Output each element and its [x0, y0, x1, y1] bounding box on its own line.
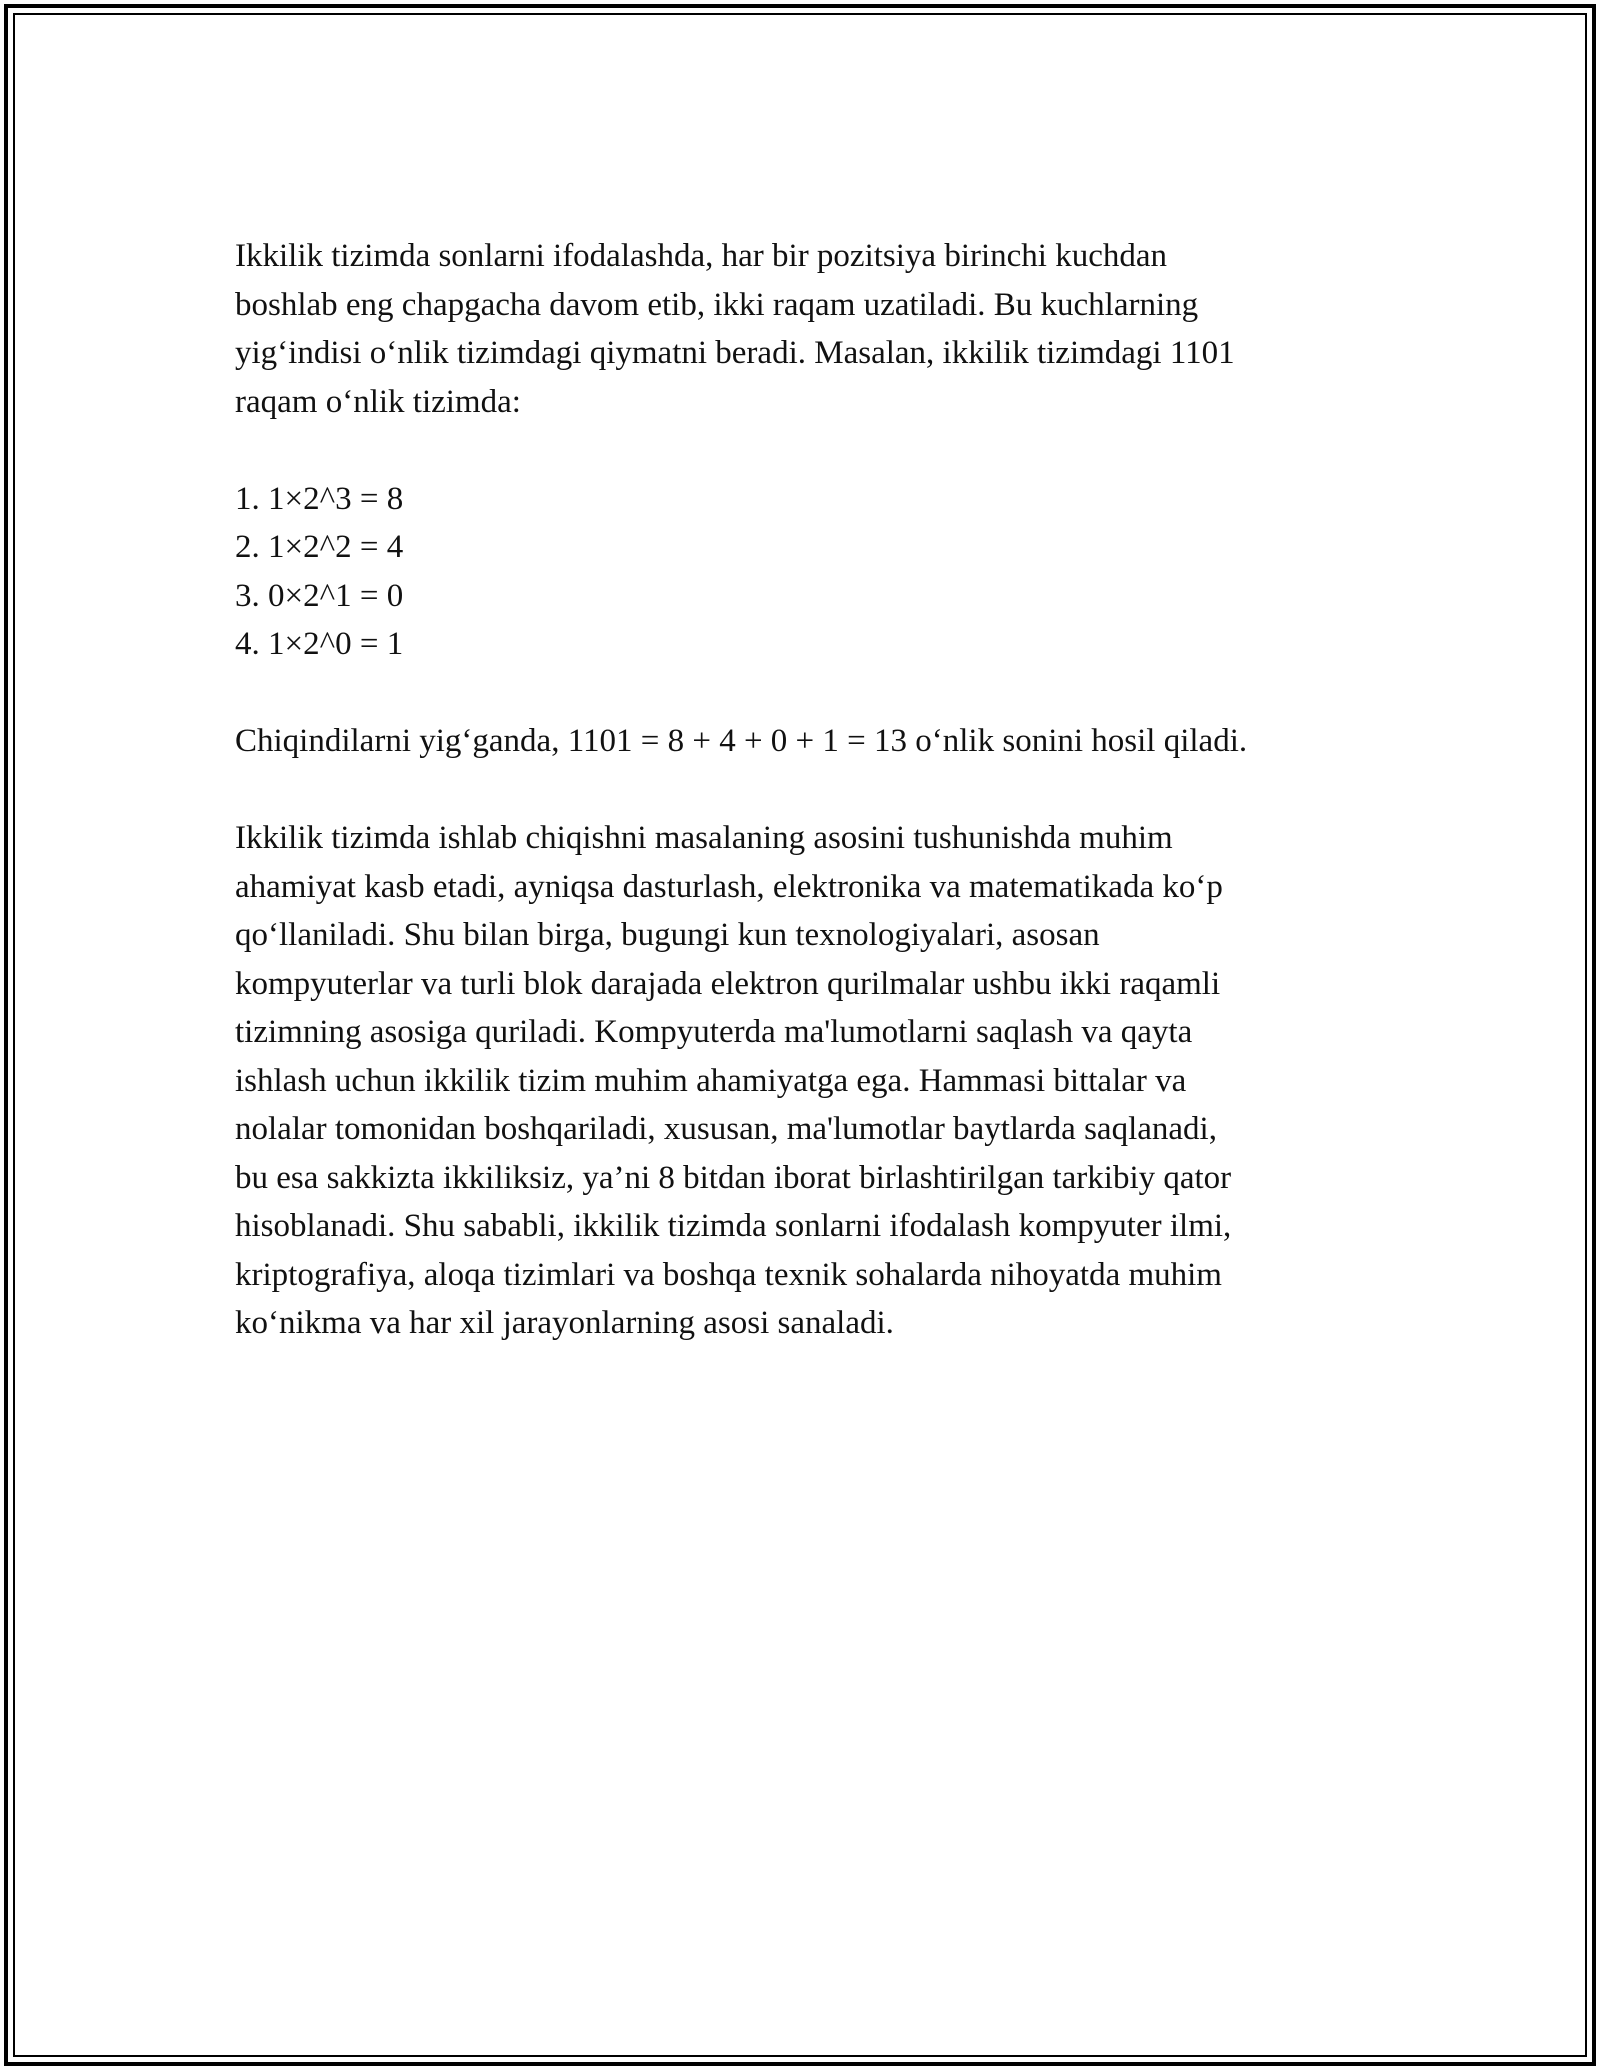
document-body: [235, 232, 1395, 1396]
calculation-step: 3. 0×2^1 = 0: [235, 577, 404, 614]
calculation-step: 1. 1×2^3 = 8: [235, 480, 404, 517]
intro-paragraph: Ikkilik tizimda sonlarni ifodalashda, har bir pozitsiya birinchi kuchdan boshlab eng chapgacha davom etib, ikki raqam uzatiladi. Bu kuchlarning yig‘indisi o‘nlik tizimdagi qiymatni beradi. Masalan, ikkilik tizimdagi 1101 raqam o‘nlik tizimda:: [235, 238, 1235, 420]
summary-paragraph: Chiqindilarni yig‘ganda, 1101 = 8 + 4 + 0 + 1 = 13 o‘nlik sonini hosil qiladi.: [235, 723, 1248, 759]
closing-paragraph: Ikkilik tizimda ishlab chiqishni masalaning asosini tushunishda muhim ahamiyat kasb etadi, ayniqsa dasturlash, elektronika va matematikada ko‘p qo‘llaniladi. Shu bilan birga, bugungi kun texnologiyalari, asosan kompyuterlar va turli blok darajada elektron qurilmalar ushbu ikki raqamli tizimning asosiga quriladi. Kompyuterda ma'lumotlarni saqlash va qayta ishlash uchun ikkilik tizim muhim ahamiyatga ega. Hammasi bittalar va nolalar tomonidan boshqariladi, xususan, ma'lumotlar baytlarda saqlanadi, bu esa sakkizta ikkiliksiz, ya’ni 8 bitdan iborat birlashtirilgan tarkibiy qator hisoblanadi. Shu sababli, ikkilik tizimda sonlarni ifodalash kompyuter ilmi, kriptografiya, aloqa tizimlari va boshqa texnik sohalarda nihoyatda muhim ko‘nikma va har xil jarayonlarning asosi sanaladi.: [235, 820, 1232, 1341]
calculation-step: 4. 1×2^0 = 1: [235, 626, 404, 662]
calculation-step: 2. 1×2^2 = 4: [235, 529, 404, 565]
calculation-steps-list: [235, 475, 1395, 669]
